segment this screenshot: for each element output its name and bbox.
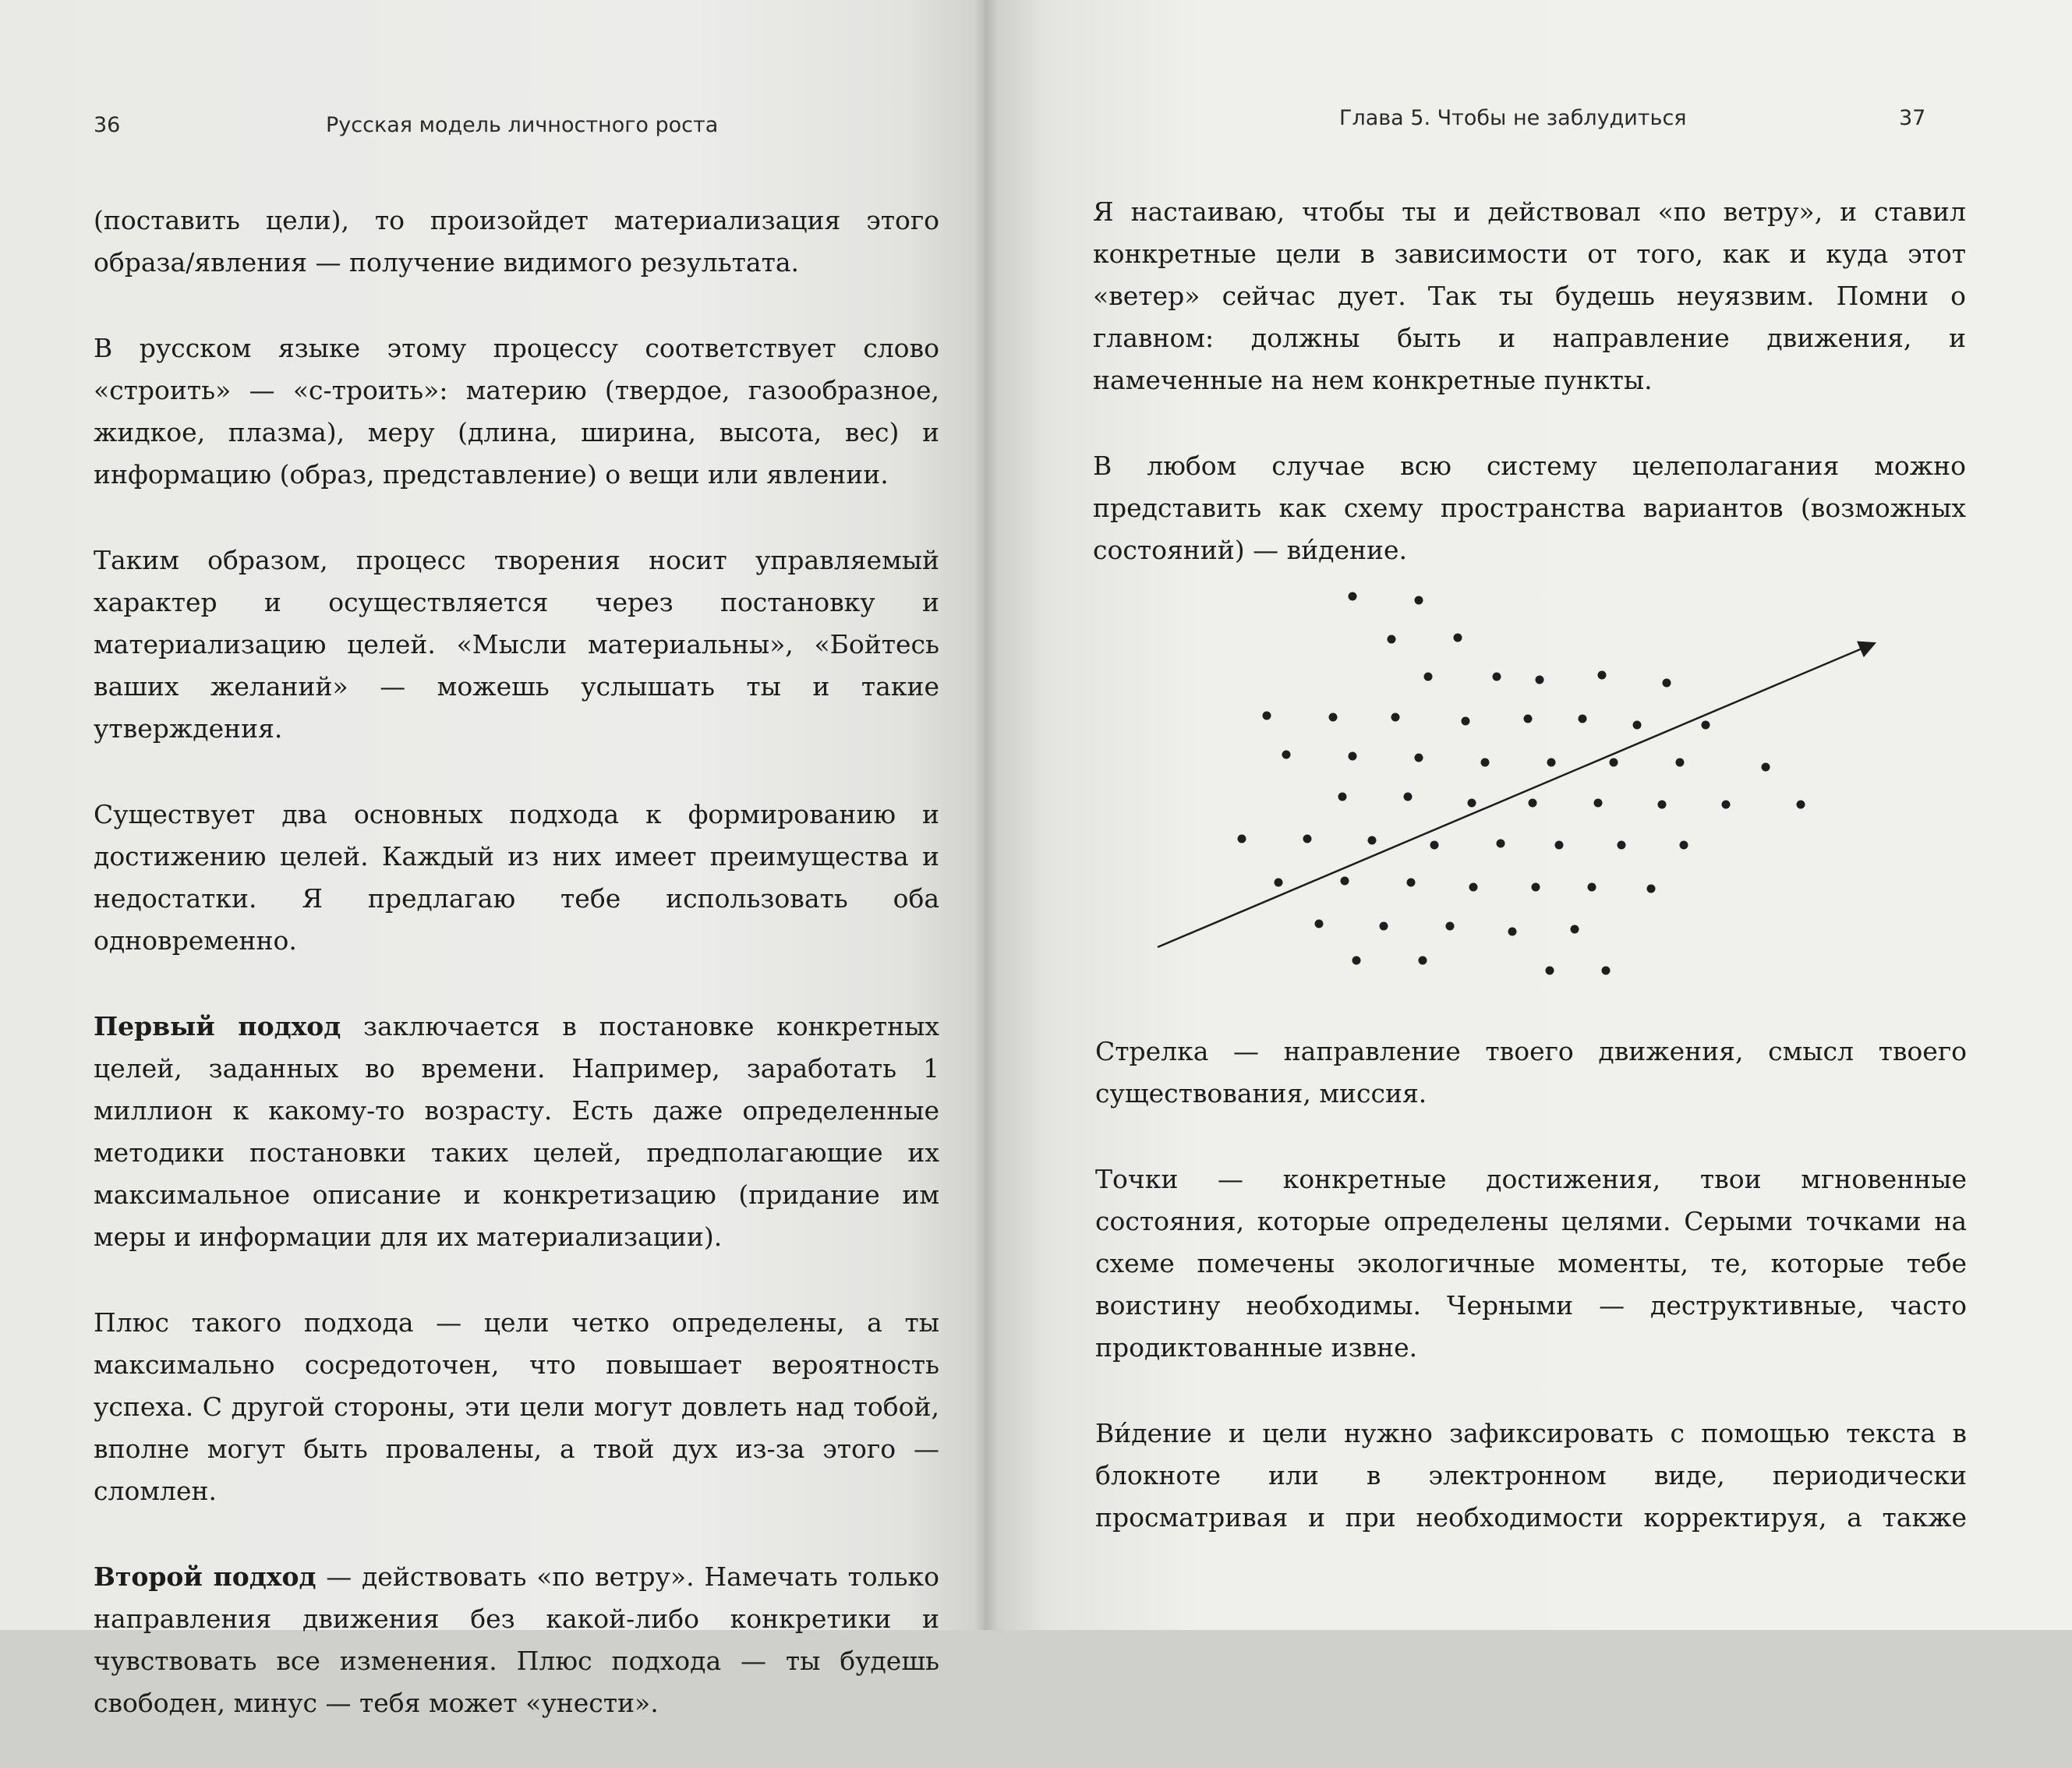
dot [1338, 793, 1347, 801]
dot [1594, 799, 1603, 808]
dot [1676, 758, 1685, 767]
dot [1407, 879, 1416, 887]
dot [1647, 885, 1656, 893]
term-second-approach: Второй подход [94, 1561, 316, 1592]
dot [1497, 840, 1505, 848]
right-running-title: Глава 5. Чтобы не заблудиться [1339, 106, 1687, 130]
dot [1329, 713, 1338, 722]
dot [1404, 793, 1413, 801]
dot [1388, 635, 1396, 644]
dot [1547, 758, 1556, 767]
dot [1529, 799, 1537, 808]
dot [1469, 883, 1478, 892]
direction-arrow [1158, 643, 1875, 947]
dot [1633, 721, 1642, 730]
paragraph: Я настаиваю, чтобы ты и действовал «по ветру», и ставил конкретные цели в зависимости от того, как и куда этот «ветер» сейчас дует. Так ты будешь неуязвим. Помни о главном: должны быть и направление движения, и намеченные на нем конкретные пункты. [1093, 196, 1966, 395]
dot [1524, 715, 1533, 723]
dot [1391, 713, 1400, 722]
right-body-text-bottom [1095, 1031, 1967, 1582]
dot [1341, 877, 1349, 886]
dot [1315, 920, 1324, 928]
dot [1468, 799, 1476, 808]
dot [1430, 841, 1439, 850]
dot [1282, 751, 1291, 759]
paragraph: Существует два основных подхода к формированию и достижению целей. Каждый из них имеет преимущества и недостатки. Я предлагаю тебе использовать оба одновременно. [94, 799, 939, 956]
dot [1454, 634, 1462, 642]
dot [1349, 592, 1357, 601]
paragraph: Плюс такого подхода — цели четко определены, а ты максимально сосредоточен, что повышает вероятность успеха. С другой стороны, эти цели могут довлеть над тобой, вполне могут быть провалены, а твой дух из-за этого — сломлен. [94, 1307, 939, 1506]
dot [1536, 676, 1544, 684]
paragraph: (поставить цели), то произойдет материализация этого образа/явления — получение видимого результата. [94, 205, 939, 278]
paragraph: В любом случае всю систему целеполагания можно представить как схему пространства вариантов (возможных состояний) — ви́дение. [1093, 451, 1966, 565]
dot [1462, 717, 1470, 726]
dot [1618, 841, 1626, 850]
dot [1579, 715, 1587, 723]
vision-diagram [1138, 577, 1902, 998]
right-body-text-top [1093, 191, 1966, 615]
dot [1571, 925, 1579, 934]
paragraph-second-approach: Второй подход — действовать «по ветру». Намечать только направления движения без какой-либо конкретики и чувствовать все изменения. Плюс подхода — ты будешь свободен, минус — тебя может «унести». [94, 1561, 939, 1718]
dot [1610, 758, 1618, 767]
dot [1415, 754, 1423, 762]
paragraph: Стрелка — направление твоего движения, смысл твоего существования, миссия. [1095, 1036, 1967, 1109]
dot [1415, 596, 1423, 605]
dot [1303, 835, 1312, 843]
paragraph: Точки — конкретные достижения, твои мгновенные состояния, которые определены целями. Серыми точками на схеме помечены экологичные моменты, те, которые тебе воистину необходимы. Черными — деструктивные, часто продиктованные извне. [1095, 1164, 1967, 1363]
dot [1263, 712, 1271, 720]
paragraph: Ви́дение и цели нужно зафиксировать с помощью текста в блокноте или в электронном виде, периодически просматривая и при необходимости корректируя, а также [1095, 1418, 1967, 1533]
dot [1663, 679, 1671, 688]
dot [1419, 956, 1427, 965]
dot [1588, 883, 1596, 892]
dot [1481, 758, 1490, 767]
paragraph: В русском языке этому процессу соответствует слово «строить» — «с-троить»: материю (твердое, газообразное, жидкое, плазма), меру (длина, ширина, высота, вес) и информацию (образ, представление) о вещи или явлении. [94, 333, 939, 490]
dot [1598, 671, 1607, 680]
dot [1508, 928, 1517, 936]
dot [1797, 801, 1805, 809]
dot [1238, 835, 1246, 843]
term-first-approach: Первый подход [94, 1011, 341, 1041]
paragraph-first-approach: Первый подход заключается в постановке конкретных целей, заданных во времени. Например, заработать 1 миллион к какому-то возрасту. Есть даже определенные методики постановки таких целей, предполагающие их максимальное описание и конкретизацию (придание им меры и информации для их материализации). [94, 1011, 939, 1252]
left-running-title: Русская модель личностного роста [326, 113, 719, 137]
book-gutter [974, 0, 998, 1630]
dot [1424, 673, 1433, 681]
dot [1349, 752, 1357, 761]
left-page-number: 36 [94, 113, 121, 137]
dot [1702, 721, 1710, 730]
dot [1546, 967, 1554, 975]
dot [1368, 836, 1377, 845]
dot [1275, 879, 1283, 887]
paragraph: Таким образом, процесс творения носит управляемый характер и осуществляется через постановку и материализацию целей. «Мысли материальны», «Бойтесь ваших желаний» — можешь услышать ты и такие утверждения. [94, 545, 939, 744]
dot [1532, 883, 1540, 892]
dot [1722, 801, 1731, 809]
right-page-number: 37 [1899, 106, 1926, 130]
left-page [0, 0, 984, 1718]
dot [1555, 841, 1564, 850]
dot [1493, 673, 1501, 681]
dot [1446, 922, 1455, 931]
dot [1380, 922, 1388, 931]
dot [1602, 967, 1611, 975]
dot [1762, 763, 1770, 772]
dot [1680, 841, 1688, 850]
dots-group [1238, 592, 1805, 975]
dot [1658, 801, 1667, 809]
left-body-text [94, 200, 939, 1768]
dot [1352, 956, 1361, 965]
